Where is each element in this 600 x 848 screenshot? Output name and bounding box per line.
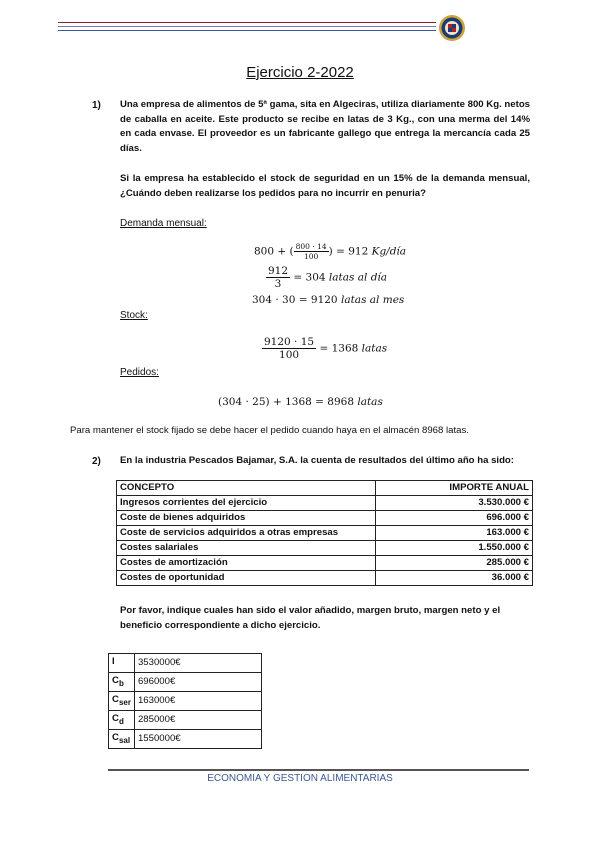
table-row <box>109 729 262 748</box>
q2-statement: En la industria Pescados Bajamar, S.A. la cuenta de resultados del último año ha sido: <box>120 455 514 466</box>
concept-cell: Costes de amortización <box>117 556 376 571</box>
amount-cell: 36.000 € <box>376 571 533 586</box>
q1-number: 1) <box>92 100 101 111</box>
value-cell: 696000€ <box>134 672 261 691</box>
header-rule-2 <box>58 26 436 27</box>
value-cell: 163000€ <box>134 691 261 710</box>
symbol-cell: $C_d$ <box>109 710 135 729</box>
amount-cell: 696.000 € <box>376 511 533 526</box>
summary-table <box>108 653 262 749</box>
page-footer: ECONOMIA Y GESTION ALIMENTARIAS <box>207 773 393 784</box>
page-title: Ejercicio 2-2022 <box>246 64 354 81</box>
value-cell: 285000€ <box>134 710 261 729</box>
symbol-cell: $C_b$ <box>109 672 135 691</box>
table-row <box>117 496 533 511</box>
orders-label: Pedidos: <box>120 367 159 378</box>
demand-label: Demanda mensual: <box>120 218 207 229</box>
symbol-cell: $C_{ser}$ <box>109 691 135 710</box>
income-statement-table <box>116 480 533 586</box>
equation-safety-stock: $\frac{9120 \cdot 15}{100}$ = 1368 latas <box>264 336 388 361</box>
q1-statement: Una empresa de alimentos de 5ª gama, sita en Algeciras, utiliza diariamente 800 Kg. netos de caballa en aceite. Este producto se recibe en latas de 3 Kg., con una merma del 14% en cada envase. El proveedor es un fabricante gallego que entrega la mercancía cada 25 días. <box>120 99 531 154</box>
concept-cell: Costes salariales <box>117 541 376 556</box>
q2-question: Por favor, indique cuales han sido el valor añadido, margen bruto, margen neto y el beneficio correspondiente a dicho ejercicio. <box>120 605 501 631</box>
table-row <box>117 556 533 571</box>
equation-reorder-point: (304 · 25) + 1368 = 8968 latas <box>218 396 383 408</box>
amount-cell: 163.000 € <box>376 526 533 541</box>
q1-conclusion: Para mantener el stock fijado se debe hacer el pedido cuando haya en el almacén 8968 latas. <box>70 425 469 436</box>
table-row <box>117 526 533 541</box>
table-row <box>109 672 262 691</box>
column-header-concept: CONCEPTO <box>117 481 376 496</box>
equation-cans-per-day: $\frac{912}{3}$ = 304 latas al día <box>268 265 388 290</box>
header-rule-1 <box>58 22 436 23</box>
concept-cell: Coste de servicios adquiridos a otras empresas <box>117 526 376 541</box>
q2-number: 2) <box>92 456 101 467</box>
table-row <box>109 710 262 729</box>
table-row <box>109 654 262 673</box>
amount-cell: 1.550.000 € <box>376 541 533 556</box>
concept-cell: Ingresos corrientes del ejercicio <box>117 496 376 511</box>
stock-label: Stock: <box>120 310 148 321</box>
value-cell: 1550000€ <box>134 729 261 748</box>
table-header-row <box>117 481 533 496</box>
footer-rule <box>108 769 529 771</box>
table-row <box>109 691 262 710</box>
table-row <box>117 571 533 586</box>
symbol-cell: I <box>109 654 135 673</box>
concept-cell: Costes de oportunidad <box>117 571 376 586</box>
amount-cell: 285.000 € <box>376 556 533 571</box>
q1-question: Si la empresa ha establecido el stock de seguridad en un 15% de la demanda mensual, ¿Cuándo deben realizarse los pedidos para no incurrir en penuria? <box>120 173 530 199</box>
university-seal-icon <box>438 14 466 42</box>
value-cell: 3530000€ <box>134 654 261 673</box>
amount-cell: 3.530.000 € <box>376 496 533 511</box>
symbol-cell: $C_{sal}$ <box>109 729 135 748</box>
concept-cell: Coste de bienes adquiridos <box>117 511 376 526</box>
column-header-amount: IMPORTE ANUAL <box>376 481 533 496</box>
equation-cans-per-month: 304 · 30 = 9120 latas al mes <box>252 294 405 306</box>
equation-daily-demand: 800 + ( $\frac{800 \cdot 14}{100}$ ) = 912 Kg/día <box>254 242 407 261</box>
table-row <box>117 511 533 526</box>
header-rule <box>58 22 436 36</box>
table-row <box>117 541 533 556</box>
header-rule-3 <box>58 30 436 31</box>
